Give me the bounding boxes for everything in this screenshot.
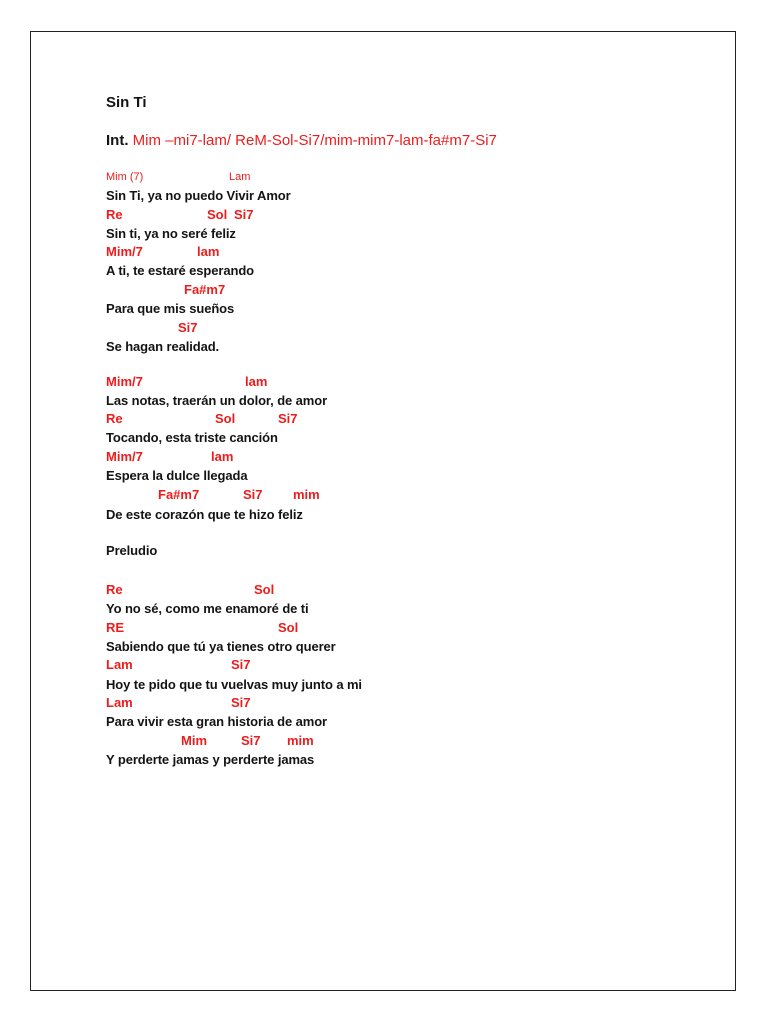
lyric-line: Para que mis sueños: [106, 301, 235, 316]
chord: Lam: [106, 657, 133, 672]
chord-line: [106, 208, 406, 222]
chord-line: [106, 488, 406, 502]
chord: Sol: [278, 620, 299, 635]
chord: Re: [106, 582, 123, 597]
lyric-line: Hoy te pido que tu vuelvas muy junto a mi: [106, 677, 362, 692]
chord: Lam: [229, 171, 251, 183]
chord-line: [106, 450, 406, 464]
lyric-line: A ti, te estaré esperando: [106, 263, 255, 278]
chord-line: [106, 734, 406, 748]
chord-line: [106, 375, 406, 389]
chord: Lam: [106, 695, 133, 710]
intro-progression: Mim –mi7-lam/ ReM-Sol-Si7/mim-mim7-lam-fa#m7-Si7: [132, 132, 497, 149]
lyric-line: Y perderte jamas y perderte jamas: [106, 752, 315, 767]
chord-line: [106, 583, 406, 597]
chord: Si7: [241, 733, 261, 748]
chord: lam: [245, 374, 268, 389]
chord: Fa#m7: [184, 282, 226, 297]
chord: mim: [287, 733, 314, 748]
chord: mim: [293, 487, 320, 502]
chord: lam: [197, 244, 220, 259]
chord: Sol: [207, 207, 228, 222]
chord: Si7: [278, 411, 298, 426]
chord: Mim/7: [106, 374, 143, 389]
lyric-line: Sabiendo que tú ya tienes otro querer: [106, 639, 336, 654]
chord-line: [106, 696, 406, 710]
chord: Mim/7: [106, 449, 143, 464]
chord-line: [106, 172, 406, 185]
chord: Si7: [234, 207, 254, 222]
chord-line: [106, 412, 406, 426]
intro-line: [106, 133, 497, 148]
chord-line: [106, 658, 406, 672]
chord: Si7: [231, 695, 251, 710]
chord: Si7: [243, 487, 263, 502]
lyric-line: Para vivir esta gran historia de amor: [106, 714, 328, 729]
lyric-line: Yo no sé, como me enamoré de ti: [106, 601, 309, 616]
intro-label: Int.: [106, 132, 129, 149]
section-label: Preludio: [106, 543, 158, 558]
chord-line: [106, 245, 406, 259]
lyric-line: Sin Ti, ya no puedo Vivir Amor: [106, 188, 291, 203]
chord: Mim/7: [106, 244, 143, 259]
chord: Si7: [231, 657, 251, 672]
chord-line: [106, 321, 406, 335]
lyric-line: Tocando, esta triste canción: [106, 430, 278, 445]
chord: Mim (7): [106, 171, 144, 183]
song-title: Sin Ti: [106, 94, 147, 111]
lyric-line: De este corazón que te hizo feliz: [106, 507, 303, 522]
lyric-line: Sin ti, ya no seré feliz: [106, 226, 236, 241]
lyric-line: Espera la dulce llegada: [106, 468, 248, 483]
chord: Sol: [254, 582, 275, 597]
chord: lam: [211, 449, 234, 464]
chord: Sol: [215, 411, 236, 426]
chord: Mim: [181, 733, 207, 748]
lyric-line: Las notas, traerán un dolor, de amor: [106, 393, 328, 408]
chord: RE: [106, 620, 125, 635]
chord-line: [106, 621, 406, 635]
chord: Re: [106, 207, 123, 222]
chord: Re: [106, 411, 123, 426]
chord: Fa#m7: [158, 487, 200, 502]
chord: Si7: [178, 320, 198, 335]
chord-line: [106, 283, 406, 297]
lyric-line: Se hagan realidad.: [106, 339, 220, 354]
